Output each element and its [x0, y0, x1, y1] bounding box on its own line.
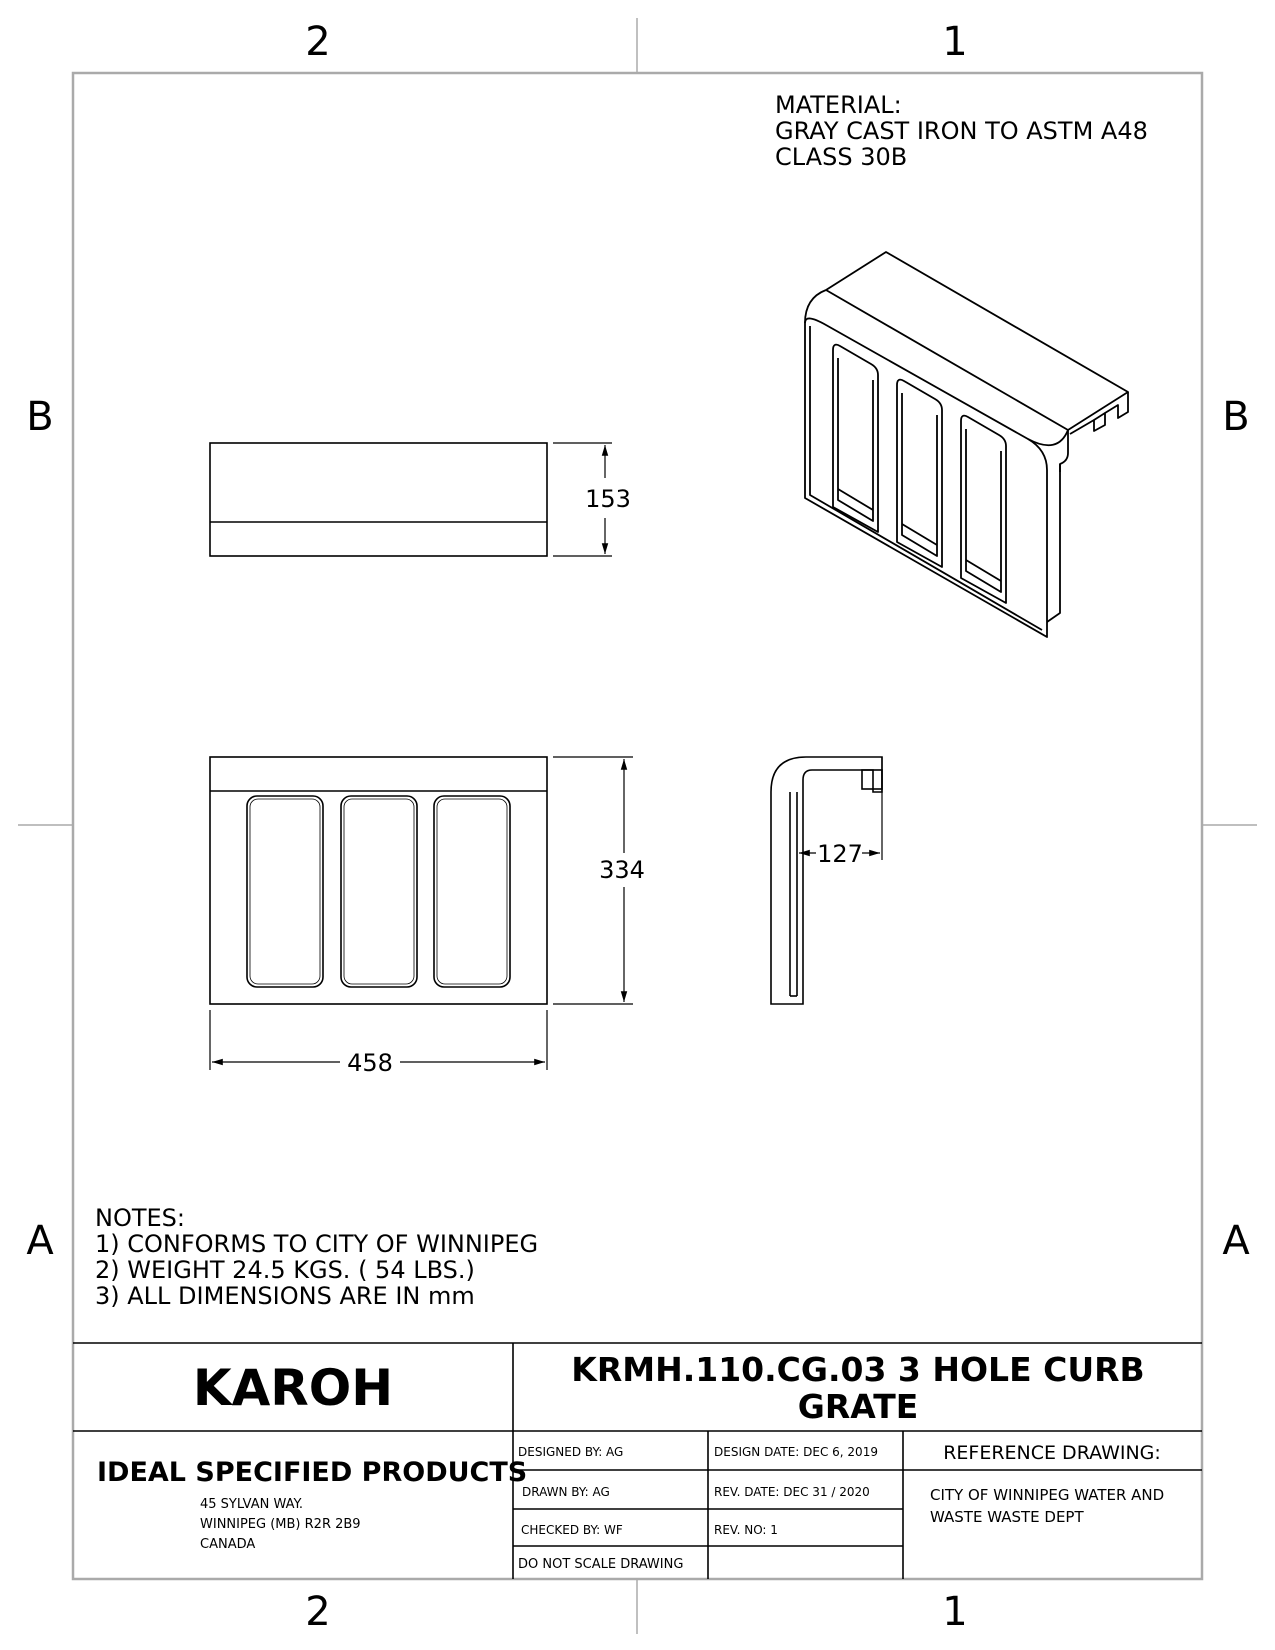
note-1: 1) CONFORMS TO CITY OF WINNIPEG: [95, 1230, 539, 1258]
address-line-3: CANADA: [200, 1537, 256, 1552]
design-date: DESIGN DATE: DEC 6, 2019: [714, 1445, 878, 1459]
reference-drawing-line-2: WASTE WASTE DEPT: [930, 1508, 1084, 1526]
isometric-view: [805, 252, 1128, 637]
supplier-name: IDEAL SPECIFIED PRODUCTS: [97, 1457, 528, 1488]
dimension-334: 334: [599, 856, 645, 884]
material-label: MATERIAL:: [775, 91, 902, 119]
zone-top-left: 2: [305, 19, 331, 65]
side-view: [771, 757, 882, 1004]
revision-date: REV. DATE: DEC 31 / 2020: [714, 1485, 870, 1499]
zone-right-lower: A: [1222, 1218, 1250, 1264]
note-2: 2) WEIGHT 24.5 KGS. ( 54 LBS.): [95, 1256, 475, 1284]
zone-bottom-right: 1: [942, 1589, 968, 1635]
part-title-line2: GRATE: [797, 1387, 919, 1426]
material-class: CLASS 30B: [775, 143, 908, 171]
dimension-153: 153: [585, 485, 631, 513]
designed-by: DESIGNED BY: AG: [518, 1445, 624, 1459]
material-spec: GRAY CAST IRON TO ASTM A48: [775, 117, 1148, 145]
dimension-127: 127: [817, 840, 863, 868]
zone-right-upper: B: [1222, 394, 1250, 440]
zone-left-lower: A: [26, 1218, 54, 1264]
drawn-by: DRAWN BY: AG: [522, 1485, 610, 1499]
revision-number: REV. NO: 1: [714, 1523, 778, 1537]
do-not-scale-note: DO NOT SCALE DRAWING: [518, 1557, 684, 1572]
zone-bottom-left: 2: [305, 1589, 331, 1635]
zone-left-upper: B: [26, 394, 54, 440]
reference-drawing-line-1: CITY OF WINNIPEG WATER AND: [930, 1486, 1165, 1504]
address-line-1: 45 SYLVAN WAY.: [200, 1497, 303, 1512]
zone-top-right: 1: [942, 19, 968, 65]
notes-heading: NOTES:: [95, 1204, 185, 1232]
top-view: [210, 443, 547, 556]
address-line-2: WINNIPEG (MB) R2R 2B9: [200, 1517, 361, 1532]
checked-by: CHECKED BY: WF: [521, 1523, 623, 1537]
reference-drawing-heading: REFERENCE DRAWING:: [943, 1442, 1161, 1464]
company-name: KAROH: [192, 1359, 394, 1417]
dimension-458: 458: [347, 1049, 393, 1077]
part-title-line1: KRMH.110.CG.03 3 HOLE CURB: [571, 1350, 1145, 1389]
note-3: 3) ALL DIMENSIONS ARE IN mm: [95, 1282, 475, 1310]
front-view: [210, 757, 547, 1004]
